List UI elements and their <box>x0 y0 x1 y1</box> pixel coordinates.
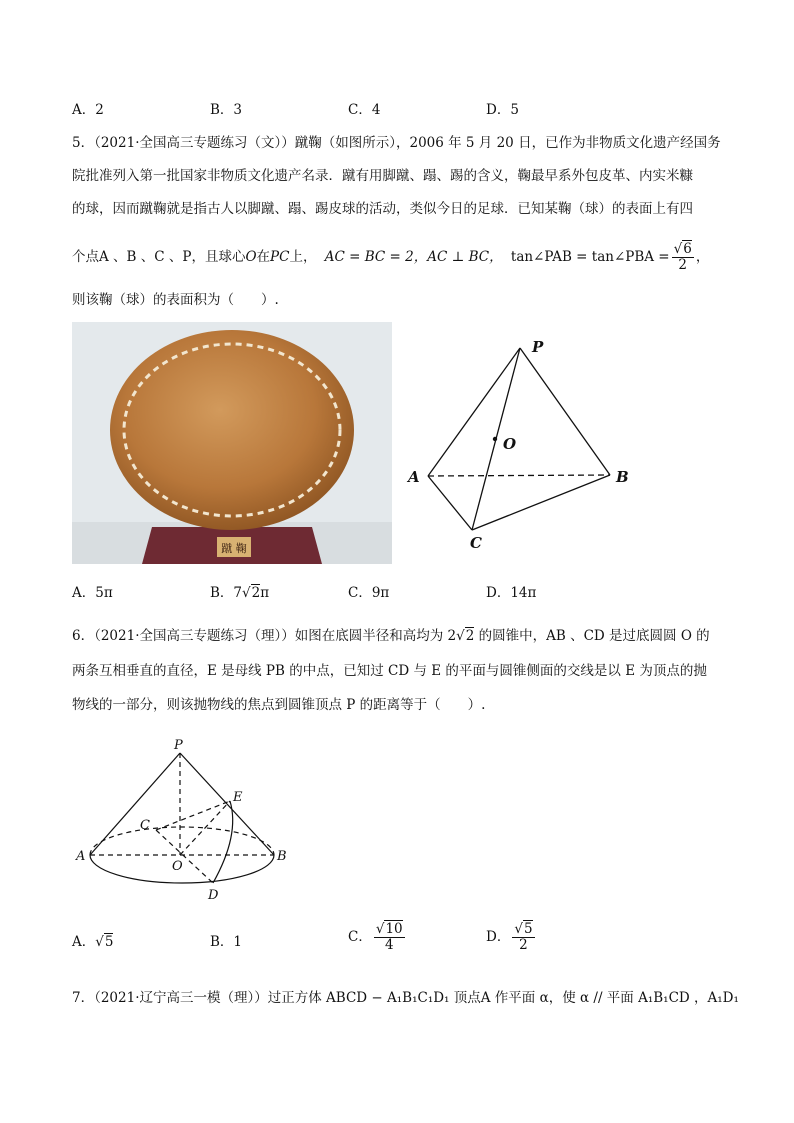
q5-comma: ， <box>695 249 710 265</box>
cone-label-e: E <box>233 790 243 805</box>
q5-option-d: D．14π <box>486 585 537 601</box>
q6-option-d-num: 5 <box>523 921 533 937</box>
q5-segment-pc: PC <box>270 249 290 265</box>
q5-fraction <box>672 242 694 273</box>
q7-line-1: 7．（2021·辽宁高三一模（理））过正方体 ABCD − A₁B₁C₁D₁ 顶点A 作平面 α，使 α // 平面 A₁B₁CD ，A₁D₁ <box>72 990 739 1006</box>
q6-line-1-text: 6．（2021·全国高三专题练习（理））如图在底圆半径和高均为 2 <box>72 628 457 644</box>
q5-option-c: C．9π <box>348 585 390 601</box>
q6-option-a-sqrt: √5 <box>95 934 114 950</box>
ball-stand-label: 蹴 鞠 <box>221 542 247 555</box>
q6-line-1 <box>72 626 710 646</box>
q6-option-c <box>348 922 407 953</box>
segment-ce <box>156 801 230 830</box>
point-o <box>493 437 497 441</box>
q5-condition-ac-bc: AC = BC = 2，AC ⊥ BC， <box>324 249 503 265</box>
q5-option-b-sqrt: √2 <box>242 585 261 601</box>
generatrix-pa <box>90 753 180 855</box>
edge-ac <box>428 476 472 530</box>
cone-label-c: C <box>140 818 150 833</box>
q6-sqrt: √2 <box>456 628 475 644</box>
q5-line-4-text3: 上， <box>289 249 317 265</box>
tetrahedron-figure <box>400 330 640 560</box>
q5-line-3: 的球，因而蹴鞠就是指古人以脚蹴、蹋、踢皮球的活动，类似今日的足球．已知某鞠（球）的表面上有四 <box>72 201 693 217</box>
q6-option-b: B．1 <box>210 934 243 950</box>
parabola-arc <box>213 801 233 883</box>
label-c: C <box>470 534 482 552</box>
q4-option-a: A．2 <box>72 102 104 118</box>
q6-option-c-den: 4 <box>384 937 394 953</box>
q5-line-4 <box>72 242 709 273</box>
label-b: B <box>616 468 629 486</box>
cone-label-d: D <box>208 888 219 903</box>
q6-option-d-frac <box>512 922 534 953</box>
q6-line-1-rest: 的圆锥中，AB 、CD 是过底圆圆 O 的 <box>474 628 710 644</box>
cuju-ball-illustration <box>72 322 392 564</box>
cone-label-a: A <box>76 849 86 864</box>
edge-ab-hidden <box>428 475 610 476</box>
q5-option-b <box>210 583 269 603</box>
q5-line-5: 则该鞠（球）的表面积为（ ）. <box>72 292 279 308</box>
cone-figure <box>72 735 302 905</box>
q5-line-4-text2: 在 <box>256 249 271 265</box>
q6-option-c-num: 10 <box>385 921 403 937</box>
q6-option-a <box>72 932 113 952</box>
q4-option-c: C．4 <box>348 102 381 118</box>
q6-option-a-rad: 5 <box>104 934 114 950</box>
label-a: A <box>408 468 420 486</box>
q6-option-d-pre: D． <box>486 929 511 945</box>
ball-body <box>110 330 354 530</box>
q6-option-c-pre: C． <box>348 929 372 945</box>
q6-option-d-den: 2 <box>519 937 528 953</box>
edge-pb <box>520 348 610 475</box>
q6-line-2: 两条互相垂直的直径，E 是母线 PB 的中点，已知过 CD 与 E 的平面与圆锥侧面的交线是以 E 为顶点的抛 <box>72 663 707 679</box>
q6-radicand: 2 <box>465 628 475 644</box>
q6-option-c-sqrt: √10 <box>375 921 403 937</box>
cone-label-o: O <box>172 859 183 874</box>
q5-option-b-rad: 2 <box>251 585 261 601</box>
q5-option-a: A．5π <box>72 585 113 601</box>
q5-tan-condition: tan∠PAB = tan∠PBA = <box>510 249 670 265</box>
label-p: P <box>532 338 544 356</box>
q6-line-3: 物线的一部分，则该抛物线的焦点到圆锥顶点 P 的距离等于（ ）. <box>72 697 486 713</box>
base-back-arc <box>90 827 274 855</box>
edge-pa <box>428 348 520 476</box>
q5-sphere-center: O <box>245 249 257 265</box>
q4-option-b: B．3 <box>210 102 243 118</box>
q6-option-a-pre: A． <box>72 934 96 950</box>
q4-option-d: D．5 <box>486 102 519 118</box>
q5-option-b-post: π <box>260 585 270 601</box>
q5-line-2: 院批准列入第一批国家非物质文化遗产名录．蹴有用脚蹴、蹋、踢的含义，鞠最早系外包皮革、内实米糠 <box>72 168 693 184</box>
cone-label-p: P <box>174 738 183 753</box>
cuju-ball-photo <box>72 322 392 564</box>
q5-frac-den: 2 <box>678 257 688 273</box>
q5-sqrt: √6 <box>673 241 692 257</box>
diameter-cd <box>156 830 213 883</box>
edge-bc <box>472 475 610 530</box>
q6-option-d-sqrt: √5 <box>514 921 533 937</box>
cone-label-b: B <box>277 849 287 864</box>
q5-option-b-pre: B．7 <box>210 585 243 601</box>
q6-option-d <box>486 922 537 953</box>
q5-line-4-text: 个点A 、B 、C 、P，且球心 <box>72 249 246 265</box>
label-o: O <box>503 435 517 453</box>
segment-oe <box>180 801 230 855</box>
q6-option-c-frac <box>374 922 405 953</box>
q5-frac-num: 6 <box>683 241 692 257</box>
q5-line-1: 5．（2021·全国高三专题练习（文））蹴鞠（如图所示），2006 年 5 月 20 日，已作为非物质文化遗产经国务 <box>72 135 721 151</box>
